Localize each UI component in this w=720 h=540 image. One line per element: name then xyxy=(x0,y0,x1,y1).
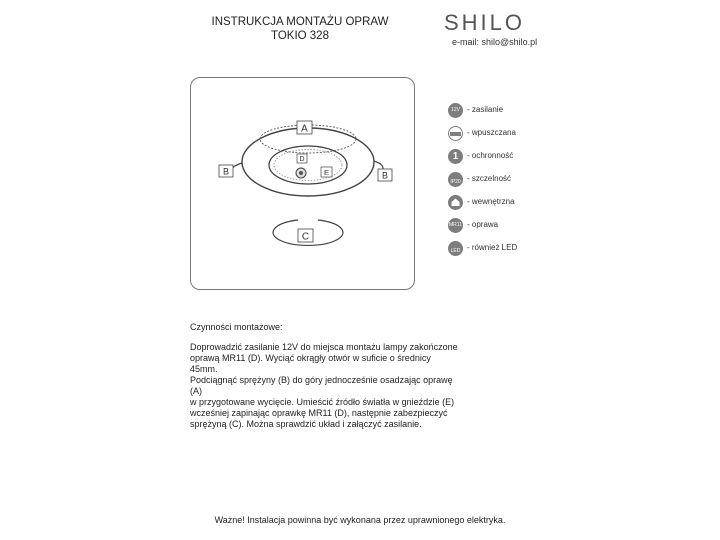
document-title xyxy=(190,16,410,42)
led-icon: LED xyxy=(448,241,463,256)
legend-label: - wewnętrzna xyxy=(467,197,515,206)
instruction-line: sprężyną (C). Można sprawdzić układ i załączyć zasilanie. xyxy=(190,419,422,429)
recessed-icon xyxy=(448,126,463,141)
instructions-text xyxy=(190,342,460,430)
legend-label: - ochronność xyxy=(467,151,514,160)
instruction-line: Podciągnąć sprężyny (B) do góry jednocześnie osadzając oprawę (A) xyxy=(190,375,453,396)
legend-label: - oprawa xyxy=(467,220,499,229)
fixture-outer-ring xyxy=(242,128,374,196)
label-c: C xyxy=(301,231,310,243)
brand-logo: SHILO xyxy=(444,10,526,35)
indoor-house-icon xyxy=(448,195,463,210)
mr11-bulb-icon: MR11 xyxy=(448,218,463,233)
label-e: E xyxy=(323,168,330,177)
title-line-1: INSTRUKCJA MONTAŻU OPRAW xyxy=(211,16,389,28)
label-b-right: B xyxy=(381,170,389,181)
ip-rating-icon: IP20 xyxy=(448,172,463,187)
instructions-heading: Czynności montażowe: xyxy=(190,322,283,332)
legend-label: - zasilanie xyxy=(467,105,504,114)
voltage-icon: 12V xyxy=(448,103,463,118)
instruction-line: wcześniej zapinając oprawkę MR11 (D), następnie zabezpieczyć xyxy=(190,408,448,418)
instruction-line: Doprowadzić zasilanie 12V do miejsca montażu lampy zakończone xyxy=(190,342,458,352)
fixture-diagram xyxy=(190,77,415,290)
title-line-2: TOKIO 328 xyxy=(271,30,329,42)
instruction-line: oprawą MR11 (D). Wyciąć okrągły otwór w suficie o średnicy 45mm. xyxy=(190,353,431,374)
instruction-line: w przygotowane wycięcie. Umieścić źródło światła w gnieździe (E) xyxy=(190,397,455,407)
protection-class-icon: 1 xyxy=(448,149,463,164)
legend-label: - szczelność xyxy=(467,174,512,183)
legend-label: - wpuszczana xyxy=(467,128,516,137)
label-a: A xyxy=(301,123,308,135)
contact-email: e-mail: shilo@shilo.pl xyxy=(452,37,538,47)
label-d: D xyxy=(299,156,305,164)
label-b-left: B xyxy=(222,166,230,177)
safety-warning: Ważne! Instalacja powinna być wykonana przez uprawnionego elektryka. xyxy=(214,515,506,525)
legend-label: - również LED xyxy=(467,243,518,252)
